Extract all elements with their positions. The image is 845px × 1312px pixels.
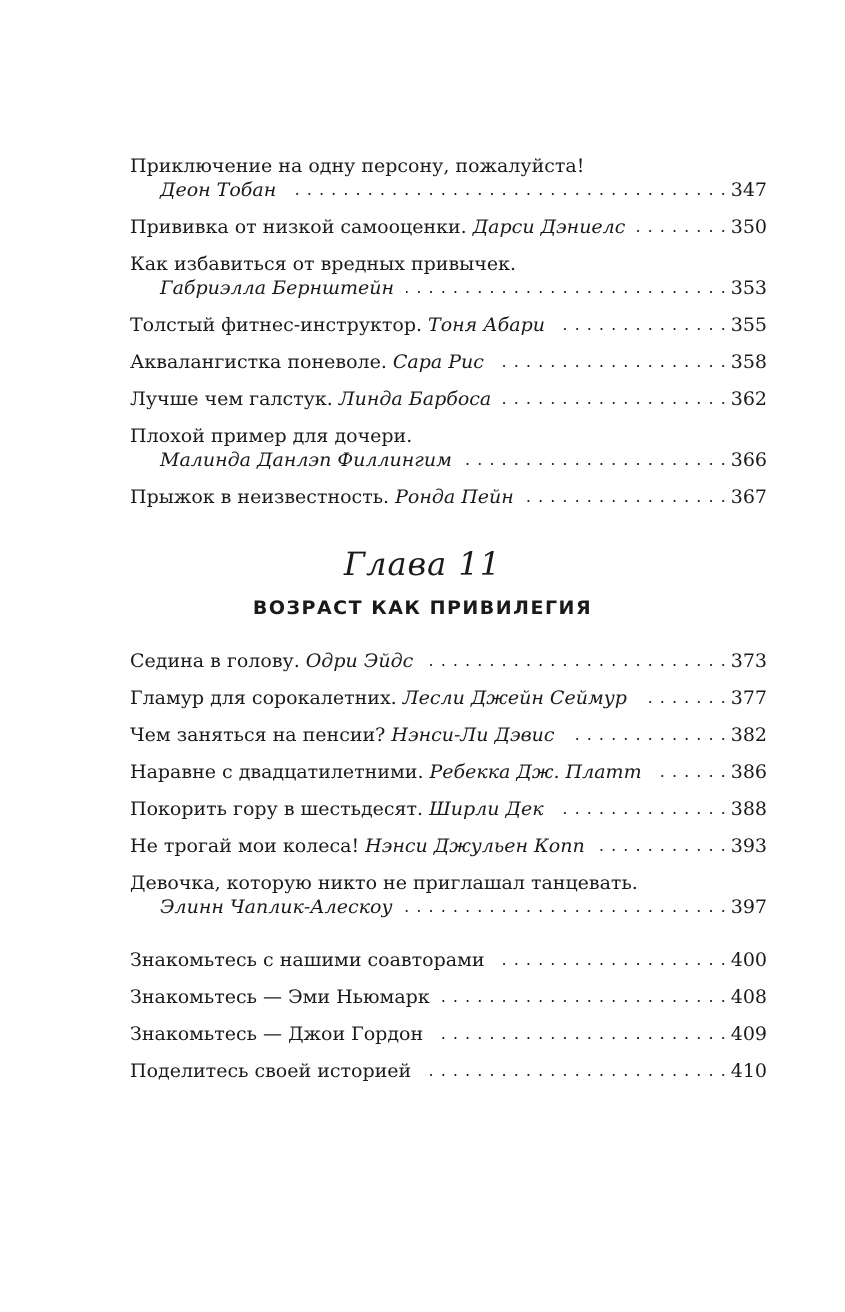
dot-leader — [557, 313, 727, 337]
entry-page-number: 350 — [730, 216, 767, 238]
toc-section-2 — [130, 649, 767, 932]
entry-page-number: 408 — [730, 986, 767, 1008]
entry-leader-line — [130, 1059, 767, 1083]
toc-entry[interactable] — [130, 350, 767, 374]
entry-page-number: 400 — [730, 949, 767, 971]
entry-leader-line — [130, 985, 767, 1009]
dot-leader — [639, 686, 727, 710]
toc-entry[interactable] — [130, 1022, 767, 1046]
entry-author: Ронда Пейн — [395, 486, 514, 508]
dot-leader — [442, 985, 727, 1009]
entry-page-number: 367 — [730, 486, 767, 508]
entry-title: Девочка, которую никто не приглашал танцевать. — [130, 872, 638, 894]
entry-title: Поделитесь своей историей — [130, 1060, 412, 1082]
entry-leader-line — [130, 350, 767, 374]
dot-leader — [567, 723, 727, 747]
toc-entry[interactable] — [130, 649, 767, 673]
entry-title: Не трогай мои колеса! — [130, 835, 360, 857]
toc-entry[interactable] — [130, 948, 767, 972]
entry-page-number: 366 — [730, 449, 767, 471]
entry-leader-line — [130, 649, 767, 673]
dot-leader — [496, 350, 727, 374]
entry-title: Знакомьтесь с нашими соавторами — [130, 949, 485, 971]
entry-page-number: 393 — [730, 835, 767, 857]
toc-entry[interactable] — [130, 485, 767, 509]
entry-title: Чем заняться на пенсии? — [130, 724, 386, 746]
toc-entry[interactable] — [130, 686, 767, 710]
toc-entry[interactable] — [130, 252, 767, 300]
toc-entry[interactable] — [130, 424, 767, 472]
entry-title: Знакомьтесь — Эми Ньюмарк — [130, 986, 430, 1008]
toc-section-1 — [130, 154, 767, 522]
entry-leader-line — [130, 834, 767, 858]
entry-title: Прыжок в неизвестность. — [130, 486, 390, 508]
entry-title: Прививка от низкой самооценки. — [130, 216, 467, 238]
entry-leader-line — [130, 276, 767, 300]
entry-author: Дарси Дэниелс — [472, 216, 626, 238]
dot-leader — [288, 178, 726, 202]
dot-leader — [406, 276, 727, 300]
chapter-label: Глава 11 — [343, 545, 502, 583]
entry-leader-line — [130, 948, 767, 972]
entry-author: Ширли Дек — [429, 798, 544, 820]
entry-title: Наравне с двадцатилетними. — [130, 761, 424, 783]
entry-leader-line — [130, 485, 767, 509]
entry-author: Нэнси Джульен Копп — [365, 835, 585, 857]
entry-leader-line — [130, 448, 767, 472]
entry-page-number: 355 — [730, 314, 767, 336]
entry-title: Аквалангистка поневоле. — [130, 351, 387, 373]
entry-title: Приключение на одну персону, пожалуйста! — [130, 155, 585, 177]
entry-title: Лучше чем галстук. — [130, 388, 333, 410]
entry-page-number: 353 — [730, 277, 767, 299]
entry-leader-line — [130, 797, 767, 821]
entry-page-number: 409 — [730, 1023, 767, 1045]
entry-page-number: 397 — [730, 896, 767, 918]
entry-leader-line — [130, 215, 767, 239]
entry-page-number: 362 — [730, 388, 767, 410]
dot-leader — [423, 1059, 727, 1083]
toc-entry[interactable] — [130, 760, 767, 784]
entry-title: Знакомьтесь — Джои Гордон — [130, 1023, 424, 1045]
entry-author: Тоня Абари — [428, 314, 545, 336]
dot-leader — [526, 485, 727, 509]
toc-entry[interactable] — [130, 313, 767, 337]
toc-entry[interactable] — [130, 723, 767, 747]
entry-leader-line — [130, 686, 767, 710]
entry-title: Покорить гору в шестьдесят. — [130, 798, 424, 820]
entry-title: Седина в голову. — [130, 650, 300, 672]
entry-leader-line — [130, 1022, 767, 1046]
entry-author: Лесли Джейн Сеймур — [402, 687, 627, 709]
entry-author: Габриэлла Бернштейн — [160, 277, 395, 299]
toc-entry[interactable] — [130, 797, 767, 821]
dot-leader — [425, 649, 726, 673]
dot-leader — [637, 215, 726, 239]
entry-leader-line — [130, 723, 767, 747]
entry-page-number: 388 — [730, 798, 767, 820]
entry-leader-line — [130, 387, 767, 411]
entry-leader-line — [130, 313, 767, 337]
entry-author: Одри Эйдс — [305, 650, 414, 672]
entry-page-number: 347 — [730, 179, 767, 201]
entry-author: Элинн Чаплик-Алескоу — [160, 896, 393, 918]
entry-author: Линда Барбоса — [338, 388, 492, 410]
toc-entry[interactable] — [130, 154, 767, 202]
entry-title: Гламур для сорокалетних. — [130, 687, 397, 709]
toc-entry[interactable] — [130, 215, 767, 239]
entry-page-number: 386 — [730, 761, 767, 783]
entry-leader-line — [130, 760, 767, 784]
toc-entry[interactable] — [130, 985, 767, 1009]
dot-leader — [404, 895, 726, 919]
entry-page-number: 410 — [730, 1060, 767, 1082]
entry-author: Ребекка Дж. Платт — [429, 761, 642, 783]
entry-author: Нэнси-Ли Дэвис — [391, 724, 555, 746]
entry-page-number: 382 — [730, 724, 767, 746]
dot-leader — [597, 834, 727, 858]
entry-title: Плохой пример для дочери. — [130, 425, 413, 447]
toc-entry[interactable] — [130, 1059, 767, 1083]
dot-leader — [556, 797, 727, 821]
dot-leader — [654, 760, 727, 784]
entry-author: Деон Тобан — [160, 179, 277, 201]
chapter-title: ВОЗРАСТ КАК ПРИВИЛЕГИЯ — [252, 597, 593, 619]
entry-page-number: 377 — [730, 687, 767, 709]
entry-page-number: 373 — [730, 650, 767, 672]
entry-leader-line — [130, 895, 767, 919]
entry-title: Как избавиться от вредных привычек. — [130, 253, 516, 275]
dot-leader — [464, 448, 727, 472]
dot-leader — [435, 1022, 727, 1046]
entry-author: Малинда Данлэп Филлингим — [160, 449, 452, 471]
entry-author: Сара Рис — [392, 351, 484, 373]
toc-entry[interactable] — [130, 387, 767, 411]
toc-entry[interactable] — [130, 834, 767, 858]
entry-page-number: 358 — [730, 351, 767, 373]
entry-title: Толстый фитнес-инструктор. — [130, 314, 423, 336]
dot-leader — [503, 387, 726, 411]
entry-leader-line — [130, 178, 767, 202]
toc-section-3 — [130, 948, 767, 1096]
toc-entry[interactable] — [130, 871, 767, 919]
dot-leader — [497, 948, 727, 972]
